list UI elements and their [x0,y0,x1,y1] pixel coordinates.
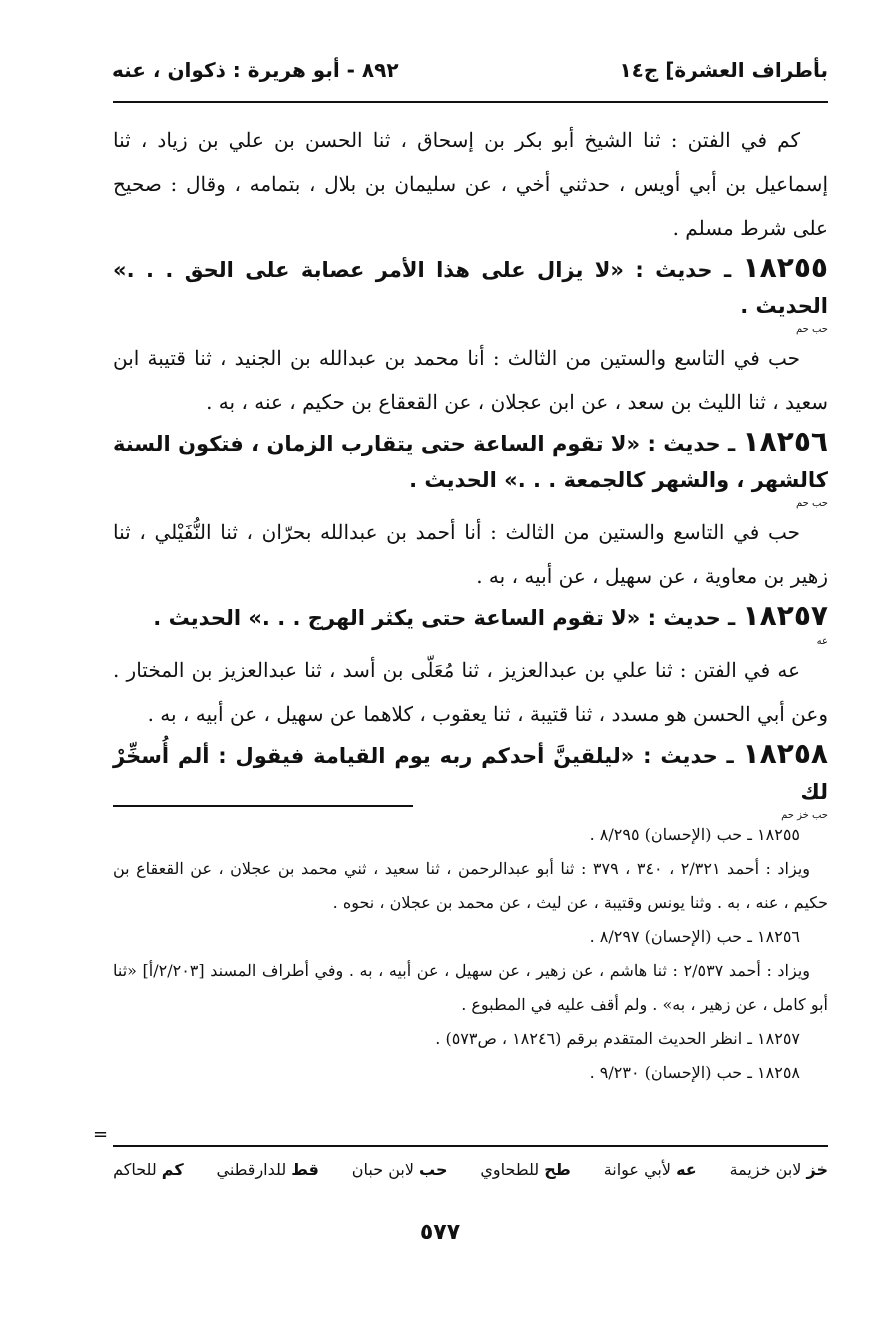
hadith-title: ـ حديث : «لا تقوم الساعة حتى يتقارب الزمان ، فتكون السنة كالشهر ، والشهر كالجمعة . . .» الحديث . [113,432,828,492]
legend-item: طح للطحاوي [480,1160,571,1179]
hadith-number: ١٨٢٥٥ [742,251,828,284]
footnote-18258: ١٨٢٥٨ ـ حب (الإحسان) ٩/٢٣٠ . [589,1063,800,1082]
footnote-rule [113,805,413,807]
hadith-title: ـ حديث : «لا تقوم الساعة حتى يكثر الهرج . . .» الحديث . [153,606,743,630]
hadith-title: ـ حديث : «لا يزال على هذا الأمر عصابة على الحق . . .» الحديث . [113,258,828,318]
footnote-18256: ١٨٢٥٦ ـ حب (الإحسان) ٨/٢٩٧ . [589,927,800,946]
running-header [112,58,828,82]
paragraph-4: عه في الفتن : ثنا علي بن عبدالعزيز ، ثنا مُعَلّى بن أسد ، ثنا عبدالعزيز بن المختار . وعن أبي الحسن هو مسدد ، ثنا قتيبة ، ثنا يعقوب ، كلاهما عن سهيل ، عن أبيه ، به . [113,658,828,726]
legend-item: حب لابن حبان [351,1160,448,1179]
header-volume: بأطراف العشرة] ج١٤ [619,58,828,82]
legend-item: قط للدارقطني [216,1160,319,1179]
continuation-mark: = [93,1124,109,1145]
page-number: ٥٧٧ [419,1220,461,1245]
paragraph-3: حب في التاسع والستين من الثالث : أنا أحمد بن عبدالله بحرّان ، ثنا النُّفَيْلي ، ثنا زهير بن معاوية ، عن سهيل ، عن أبيه ، به . [113,520,828,588]
source-tags: حب حم [795,498,828,509]
header-rule [113,101,828,103]
footnote-18255: ١٨٢٥٥ ـ حب (الإحسان) ٨/٢٩٥ . [589,825,800,844]
footnote-18255-extra: ويزاد : أحمد ٢/٣٢١ ، ٣٤٠ ، ٣٧٩ : ثنا أبو عبدالرحمن ، ثنا سعيد ، ثني محمد بن عجلان ، عن القعقاع بن حكيم ، عنه ، به . وثنا يونس وقتيبة ، عن ليث ، عن محمد بن عجلان ، نحوه . [113,859,828,912]
hadith-title: ـ حديث : «ليلقينَّ أحدكم ربه يوم القيامة فيقول : ألم أُسخِّرْ لك [113,744,828,804]
paragraph-2: حب في التاسع والستين من الثالث : أنا محمد بن عبدالله بن الجنيد ، ثنا قتيبة ابن سعيد ، ثنا الليث بن سعد ، عن ابن عجلان ، عن القعقاع بن حكيم ، عنه ، به . [113,346,828,414]
main-text [113,118,828,822]
footnotes [113,818,828,1090]
footnote-18257: ١٨٢٥٧ ـ انظر الحديث المتقدم برقم (١٨٢٤٦ ، ص٥٧٣) . [435,1029,800,1048]
hadith-heading-18258 [113,736,828,810]
header-section: ٨٩٢ - أبو هريرة : ذكوان ، عنه [112,58,399,82]
legend-item: كم للحاكم [113,1160,184,1179]
hadith-number: ١٨٢٥٨ [742,737,828,770]
legend-item: خز لابن خزيمة [729,1160,828,1179]
hadith-heading-18255 [113,250,828,324]
hadith-heading-18257 [113,598,828,636]
source-tags: عه [816,636,828,647]
source-tags: حب خز حم [781,810,828,821]
hadith-number: ١٨٢٥٧ [742,599,828,632]
legend-rule [113,1145,828,1147]
paragraph-1: كم في الفتن : ثنا الشيخ أبو بكر بن إسحاق ، ثنا الحسن بن علي بن زياد ، ثنا إسماعيل بن أبي أويس ، حدثني أخي ، عن سليمان بن بلال ، بتمامه ، وقال : صحيح على شرط مسلم . [113,128,828,240]
legend-item: عه لأبي عوانة [603,1160,697,1179]
hadith-number: ١٨٢٥٦ [742,425,828,458]
hadith-heading-18256 [113,424,828,498]
abbreviation-legend [113,1160,828,1179]
source-tags: حب حم [795,324,828,335]
footnote-18256-extra: ويزاد : أحمد ٢/٥٣٧ : ثنا هاشم ، عن زهير ، عن سهيل ، عن أبيه ، به . وفي أطراف المسند [٢/٢٠٣/أ] «ثنا أبو كامل ، عن زهير ، به» . ولم أقف عليه في المطبوع . [113,961,828,1014]
